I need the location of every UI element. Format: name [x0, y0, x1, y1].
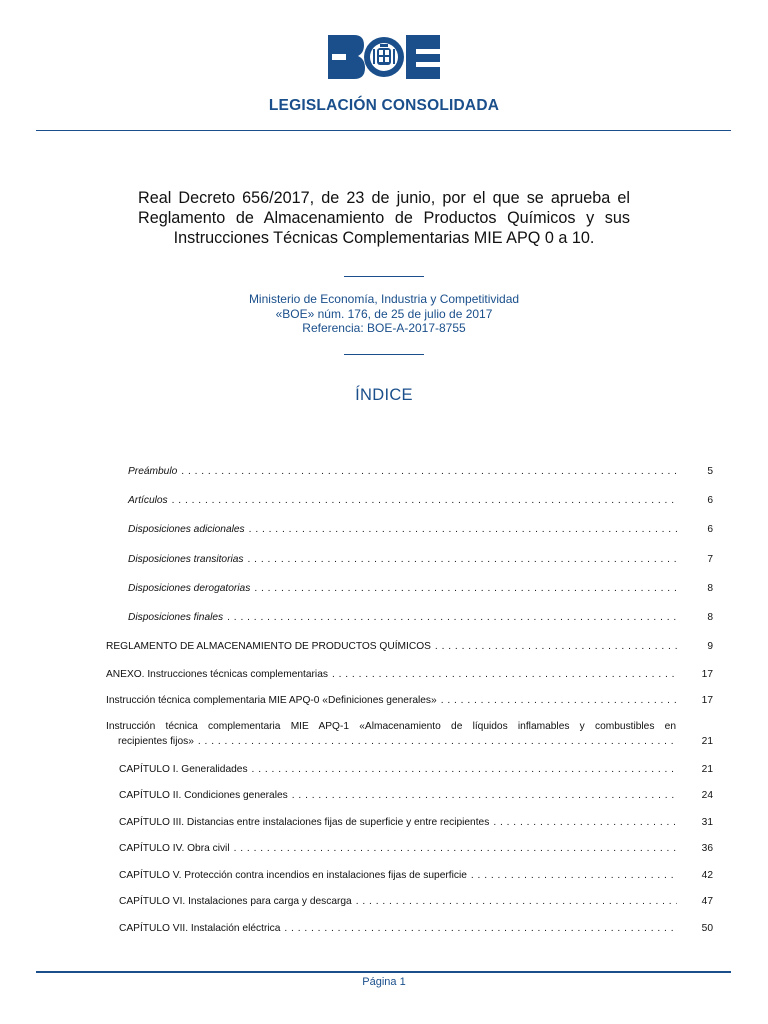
toc-entry-page: 42	[701, 870, 713, 881]
toc-entry-text: ANEXO. Instrucciones técnicas complementarias	[106, 669, 328, 680]
toc-entry-page: 17	[701, 669, 713, 680]
toc-entry-page: 8	[707, 612, 713, 623]
toc-entry[interactable]	[119, 896, 713, 910]
toc-entry[interactable]	[128, 554, 713, 568]
toc-entry[interactable]	[128, 612, 713, 626]
toc-entry[interactable]	[128, 495, 713, 509]
toc-entry-text: Disposiciones adicionales	[128, 524, 245, 535]
toc-entry[interactable]	[128, 583, 713, 597]
toc-entry[interactable]	[128, 466, 713, 480]
header-title: LEGISLACIÓN CONSOLIDADA	[268, 97, 500, 114]
toc-entry[interactable]	[119, 764, 713, 778]
toc-entry[interactable]	[106, 669, 713, 683]
toc-entry[interactable]	[119, 870, 713, 884]
toc-entry-page: 24	[701, 790, 713, 801]
toc-entry-page: 31	[701, 817, 713, 828]
toc-entry[interactable]	[119, 790, 713, 804]
toc-entry-page: 21	[701, 764, 713, 775]
toc-entry-page: 5	[707, 466, 713, 477]
toc-entry-text: Disposiciones derogatorias	[128, 583, 251, 594]
toc-entry-text: Preámbulo	[128, 466, 178, 477]
footer-rule	[36, 971, 731, 973]
toc-entry[interactable]	[119, 817, 713, 831]
toc-entry-text: Artículos	[128, 495, 168, 506]
toc-entry-text: Instrucción técnica complementaria MIE APQ-1 «Almacenamiento de líquidos inflamables y combustibles en	[106, 721, 676, 732]
toc-entry-page: 50	[701, 923, 713, 934]
toc-entry-text: CAPÍTULO VII. Instalación eléctrica	[119, 923, 281, 934]
toc-entry-page: 7	[707, 554, 713, 565]
toc-entry-page: 8	[707, 583, 713, 594]
toc-entry-text: CAPÍTULO I. Generalidades	[119, 764, 248, 775]
toc-entry[interactable]	[106, 721, 713, 750]
toc-entry-text: CAPÍTULO V. Protección contra incendios en instalaciones fijas de superficie	[119, 870, 467, 881]
toc-entry[interactable]	[106, 641, 713, 655]
toc-entry-page: 36	[701, 843, 713, 854]
toc-entry-text: CAPÍTULO III. Distancias entre instalaciones fijas de superficie y entre recipientes	[119, 817, 490, 828]
toc-entry-page: 17	[701, 695, 713, 706]
index-heading: ÍNDICE	[355, 386, 413, 404]
toc-entry-page: 6	[707, 495, 713, 506]
document-title: Real Decreto 656/2017, de 23 de junio, por el que se aprueba el Reglamento de Almacenamiento de Productos Químicos y sus Instrucciones Técnicas Complementarias MIE APQ 0 a 10.	[138, 189, 630, 247]
toc-entry-text: CAPÍTULO VI. Instalaciones para carga y descarga	[119, 896, 352, 907]
toc-entry-text-continued: recipientes fijos»	[118, 736, 194, 747]
toc-entry-text: REGLAMENTO DE ALMACENAMIENTO DE PRODUCTOS QUÍMICOS	[106, 641, 431, 652]
toc-entry-text: CAPÍTULO IV. Obra civil	[119, 843, 230, 854]
toc-entry-text: CAPÍTULO II. Condiciones generales	[119, 790, 288, 801]
toc-entry-text: Instrucción técnica complementaria MIE APQ-0 «Definiciones generales»	[106, 695, 437, 706]
document-reference: Referencia: BOE-A-2017-8755	[302, 321, 466, 335]
toc-entry-page: 6	[707, 524, 713, 535]
ministry: Ministerio de Economía, Industria y Competitividad	[248, 292, 520, 306]
toc-entry-text: Disposiciones finales	[128, 612, 224, 623]
toc-entry[interactable]	[128, 524, 713, 538]
toc-entry-text: Disposiciones transitorias	[128, 554, 244, 565]
page-number: Página 1	[362, 976, 406, 988]
toc-entry-page: 9	[707, 641, 713, 652]
toc-entry[interactable]	[119, 843, 713, 857]
toc-entry[interactable]	[106, 695, 713, 709]
toc-entry-page: 47	[701, 896, 713, 907]
toc-entry[interactable]	[119, 923, 713, 937]
boe-reference: «BOE» núm. 176, de 25 de julio de 2017	[275, 306, 493, 321]
toc-entry-page: 21	[701, 736, 713, 747]
